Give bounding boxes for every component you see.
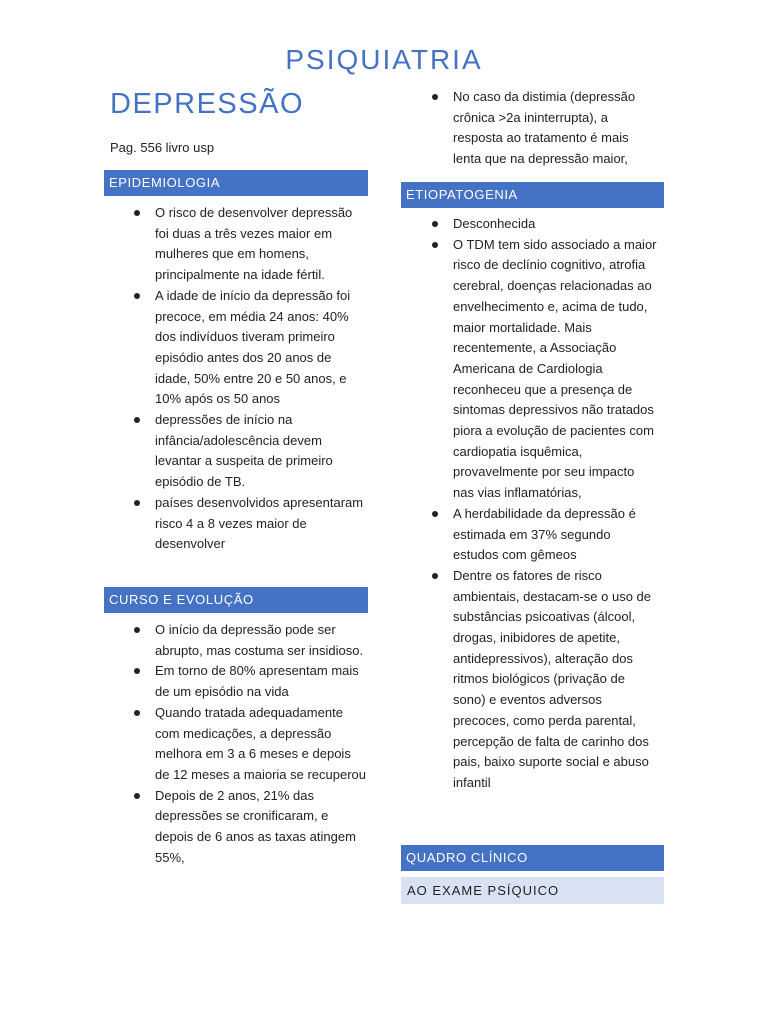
list-item: países desenvolvidos apresentaram risco 4 a 8 vezes maior de desenvolver [155, 493, 367, 555]
list-item: O TDM tem sido associado a maior risco de declínio cognitivo, atrofia cerebral, doenças relacionadas ao envelhecimento e, acima de tudo, maior mortalidade. Mais recentemente, a Associação Americana de Cardiologia reconheceu que a presença de sintomas depressivos não tratados piora a evolução de pacientes com cardiopatia isquêmica, provavelmente por seu impacto nas vias inflamatórias, [453, 235, 657, 504]
etiopatogenia-list [453, 214, 657, 794]
section-header-etiopatogenia: ETIOPATOGENIA [401, 182, 664, 208]
list-item: A herdabilidade da depressão é estimada em 37% segundo estudos com gêmeos [453, 504, 657, 566]
epidemiologia-list [155, 203, 367, 555]
continuation-list [453, 87, 657, 170]
section-header-epidemiologia: EPIDEMIOLOGIA [104, 170, 368, 196]
list-item: Desconhecida [453, 214, 657, 235]
page-title: PSIQUIATRIA [285, 44, 483, 75]
list-item: Em torno de 80% apresentam mais de um episódio na vida [155, 661, 367, 702]
section-header-quadro-clinico: QUADRO CLÍNICO [401, 845, 664, 871]
subsection-header-exame-psiquico: AO EXAME PSÍQUICO [401, 877, 664, 904]
list-item: O risco de desenvolver depressão foi duas a três vezes maior em mulheres que em homens, principalmente na idade fértil. [155, 203, 367, 286]
page-reference: Pag. 556 livro usp [110, 140, 215, 155]
section-header-curso-evolucao: CURSO E EVOLUÇÃO [104, 587, 368, 613]
curso-list [155, 620, 367, 868]
list-item: A idade de início da depressão foi precoce, em média 24 anos: 40% dos indivíduos tiveram primeiro episódio antes dos 20 anos de idade, 50% entre 20 e 50 anos, e 10% após os 50 anos [155, 286, 367, 410]
list-item: O início da depressão pode ser abrupto, mas costuma ser insidioso. [155, 620, 367, 661]
document-heading: DEPRESSÃO [110, 88, 304, 120]
list-item: Dentre os fatores de risco ambientais, destacam-se o uso de substâncias psicoativas (álcool, drogas, inibidores de apetite, antidepressivos), alteração dos ritmos biológicos (privação de sono) e eventos adversos precoces, como perda parental, percepção de falta de carinho dos pais, baixo suporte social e abuso infantil [453, 566, 657, 794]
list-item: No caso da distimia (depressão crônica >2a ininterrupta), a resposta ao tratamento é mais lenta que na depressão maior, [453, 87, 657, 170]
list-item: Depois de 2 anos, 21% das depressões se cronificaram, e depois de 6 anos as taxas atingem 55%, [155, 786, 367, 869]
list-item: depressões de início na infância/adolescência devem levantar a suspeita de primeiro episódio de TB. [155, 410, 367, 493]
list-item: Quando tratada adequadamente com medicações, a depressão melhora em 3 a 6 meses e depois de 12 meses a maioria se recuperou [155, 703, 367, 786]
